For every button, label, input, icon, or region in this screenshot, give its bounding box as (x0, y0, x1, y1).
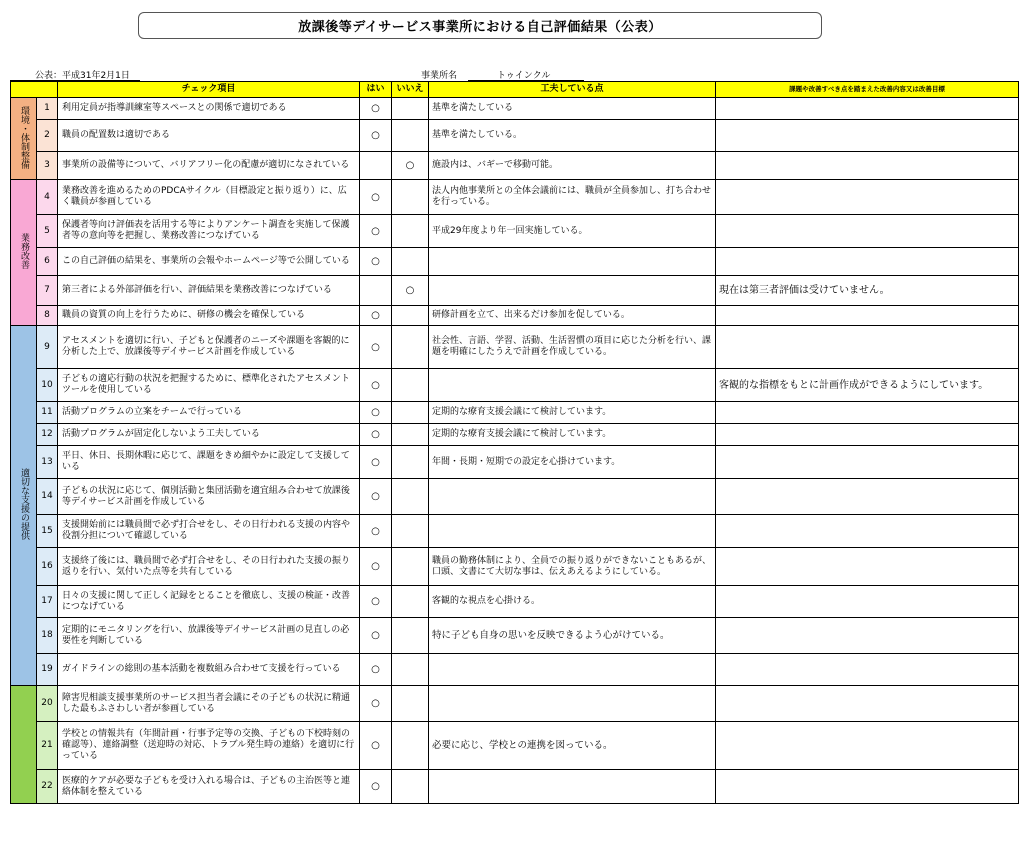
yes-mark: ○ (360, 215, 392, 248)
no-mark (392, 722, 429, 770)
table-row (11, 515, 1019, 548)
effort-note: 年間・長期・短期での設定を心掛けています。 (429, 446, 716, 479)
improvement-note (716, 215, 1019, 248)
yes-mark: ○ (360, 618, 392, 654)
publish-date: 公表：平成31年2月1日 (35, 71, 130, 81)
header-check-item: チェック項目 (58, 82, 360, 98)
improvement-note (716, 180, 1019, 215)
check-item: 平日、休日、長期休暇に応じて、課題をきめ細やかに設定して支援している (58, 446, 360, 479)
yes-mark (360, 276, 392, 306)
effort-note (429, 654, 716, 686)
no-mark (392, 446, 429, 479)
yes-mark (360, 152, 392, 180)
improvement-note: 現在は第三者評価は受けていません。 (716, 276, 1019, 306)
check-item: 利用定員が指導訓練室等スペースとの関係で適切である (58, 98, 360, 120)
no-mark (392, 586, 429, 618)
check-item: 医療的ケアが必要な子どもを受け入れる場合は、子どもの主治医等と連絡体制を整えている (58, 770, 360, 804)
no-mark (392, 120, 429, 152)
check-item: 第三者による外部評価を行い、評価結果を業務改善につなげている (58, 276, 360, 306)
yes-mark: ○ (360, 446, 392, 479)
improvement-note (716, 586, 1019, 618)
category-label: 環境・体制整備 (19, 105, 29, 169)
effort-note: 定期的な療育支援会議にて検討しています。 (429, 402, 716, 424)
effort-note: 研修計画を立て、出来るだけ参加を促している。 (429, 306, 716, 326)
effort-note: 必要に応じ、学校との連携を図っている。 (429, 722, 716, 770)
table-row (11, 770, 1019, 804)
effort-note: 平成29年度より年一回実施している。 (429, 215, 716, 248)
yes-mark: ○ (360, 722, 392, 770)
check-item: 活動プログラムが固定化しないよう工夫している (58, 424, 360, 446)
row-number: 19 (37, 654, 58, 686)
header-yes: はい (360, 82, 392, 98)
effort-note: 職員の勤務体制により、全員での振り返りができないこともあるが、口頭、文書にて大切な事は、伝えあえるようにしている。 (429, 548, 716, 586)
row-number: 2 (37, 120, 58, 152)
row-number: 4 (37, 180, 58, 215)
no-mark (392, 369, 429, 402)
table-row (11, 446, 1019, 479)
table-header-row (11, 82, 1019, 98)
check-item: アセスメントを適切に行い、子どもと保護者のニーズや課題を客観的に分析した上で、放課後等デイサービス計画を作成している (58, 326, 360, 369)
row-number: 18 (37, 618, 58, 654)
effort-note: 社会性、言語、学習、活動、生活習慣の項目に応じた分析を行い、課題を明確にしたうえで計画を作成している。 (429, 326, 716, 369)
header-efforts: 工夫している点 (429, 82, 716, 98)
no-mark (392, 548, 429, 586)
no-mark (392, 618, 429, 654)
yes-mark: ○ (360, 98, 392, 120)
check-item: 保護者等向け評価表を活用する等によりアンケート調査を実施して保護者等の意向等を把握し、業務改善につなげている (58, 215, 360, 248)
yes-mark: ○ (360, 248, 392, 276)
table-row (11, 215, 1019, 248)
check-item: 学校との情報共有（年間計画・行事予定等の交換、子どもの下校時刻の確認等）、連絡調整（送迎時の対応、トラブル発生時の連絡）を適切に行っている (58, 722, 360, 770)
check-item: 事業所の設備等について、バリアフリー化の配慮が適切になされている (58, 152, 360, 180)
no-mark (392, 424, 429, 446)
yes-mark: ○ (360, 548, 392, 586)
yes-mark: ○ (360, 120, 392, 152)
row-number: 14 (37, 479, 58, 515)
row-number: 13 (37, 446, 58, 479)
row-number: 9 (37, 326, 58, 369)
improvement-note (716, 248, 1019, 276)
improvement-note (716, 120, 1019, 152)
table-row (11, 424, 1019, 446)
improvement-note (716, 479, 1019, 515)
check-item: 職員の資質の向上を行うために、研修の機会を確保している (58, 306, 360, 326)
category-cell (11, 686, 37, 804)
yes-mark: ○ (360, 479, 392, 515)
improvement-note (716, 770, 1019, 804)
table-row (11, 248, 1019, 276)
effort-note (429, 276, 716, 306)
improvement-note (716, 722, 1019, 770)
table-row (11, 722, 1019, 770)
table-row (11, 586, 1019, 618)
improvement-note (716, 98, 1019, 120)
improvement-note (716, 654, 1019, 686)
row-number: 6 (37, 248, 58, 276)
row-number: 3 (37, 152, 58, 180)
row-number: 17 (37, 586, 58, 618)
table-row (11, 618, 1019, 654)
table-row (11, 120, 1019, 152)
office-name: トゥインクル (497, 71, 551, 81)
row-number: 20 (37, 686, 58, 722)
header-improvement: 課題や改善すべき点を踏まえた改善内容又は改善目標 (716, 82, 1019, 98)
no-mark (392, 98, 429, 120)
row-number: 5 (37, 215, 58, 248)
yes-mark: ○ (360, 515, 392, 548)
improvement-note (716, 446, 1019, 479)
effort-note (429, 770, 716, 804)
effort-note: 施設内は、バギーで移動可能。 (429, 152, 716, 180)
no-mark (392, 479, 429, 515)
no-mark (392, 402, 429, 424)
no-mark (392, 515, 429, 548)
check-item: 障害児相談支援事業所のサービス担当者会議にその子どもの状況に精通した最もふさわしい者が参画している (58, 686, 360, 722)
check-item: 支援終了後には、職員間で必ず打合せをし、その日行われた支援の振り返りを行い、気付いた点等を共有している (58, 548, 360, 586)
table-row (11, 402, 1019, 424)
check-item: 日々の支援に関して正しく記録をとることを徹底し、支援の検証・改善につなげている (58, 586, 360, 618)
table-row (11, 306, 1019, 326)
improvement-note (716, 618, 1019, 654)
check-item: 支援開始前には職員間で必ず打合せをし、その日行われる支援の内容や役割分担について確認している (58, 515, 360, 548)
check-item: ガイドラインの総則の基本活動を複数組み合わせて支援を行っている (58, 654, 360, 686)
improvement-note: 客観的な指標をもとに計画作成ができるようにしています。 (716, 369, 1019, 402)
row-number: 7 (37, 276, 58, 306)
evaluation-table (10, 81, 1019, 804)
yes-mark: ○ (360, 326, 392, 369)
row-number: 1 (37, 98, 58, 120)
row-number: 21 (37, 722, 58, 770)
improvement-note (716, 424, 1019, 446)
category-cell (11, 98, 37, 180)
no-mark (392, 180, 429, 215)
improvement-note (716, 306, 1019, 326)
table-row (11, 654, 1019, 686)
yes-mark: ○ (360, 654, 392, 686)
effort-note: 基準を満たしている (429, 98, 716, 120)
yes-mark: ○ (360, 402, 392, 424)
page-title: 放課後等デイサービス事業所における自己評価結果（公表） (138, 12, 822, 39)
effort-note: 客観的な視点を心掛ける。 (429, 586, 716, 618)
office-label: 事業所名 (421, 71, 458, 81)
improvement-note (716, 515, 1019, 548)
yes-mark: ○ (360, 686, 392, 722)
check-item: 定期的にモニタリングを行い、放課後等デイサービス計画の見直しの必要性を判断している (58, 618, 360, 654)
effort-note: 定期的な療育支援会議にて検討しています。 (429, 424, 716, 446)
row-number: 8 (37, 306, 58, 326)
check-item: 子どもの状況に応じて、個別活動と集団活動を適宜組み合わせて放課後等デイサービス計画を作成している (58, 479, 360, 515)
check-item: 業務改善を進めるためのPDCAサイクル（目標設定と振り返り）に、広く職員が参画している (58, 180, 360, 215)
table-row (11, 326, 1019, 369)
no-mark: ○ (392, 276, 429, 306)
effort-note: 特に子ども自身の思いを反映できるよう心がけている。 (429, 618, 716, 654)
check-item: 子どもの適応行動の状況を把握するために、標準化されたアセスメントツールを使用している (58, 369, 360, 402)
table-row (11, 686, 1019, 722)
table-row (11, 152, 1019, 180)
check-item: この自己評価の結果を、事業所の会報やホームページ等で公開している (58, 248, 360, 276)
header-blank (11, 82, 58, 98)
effort-note (429, 369, 716, 402)
category-cell (11, 326, 37, 686)
table-row (11, 548, 1019, 586)
yes-mark: ○ (360, 306, 392, 326)
table-row (11, 180, 1019, 215)
row-number: 11 (37, 402, 58, 424)
table-row (11, 98, 1019, 120)
row-number: 12 (37, 424, 58, 446)
effort-note (429, 686, 716, 722)
table-body (11, 98, 1019, 804)
no-mark (392, 770, 429, 804)
effort-note (429, 248, 716, 276)
row-number: 16 (37, 548, 58, 586)
yes-mark: ○ (360, 770, 392, 804)
table-row (11, 369, 1019, 402)
table-row (11, 479, 1019, 515)
no-mark (392, 306, 429, 326)
check-item: 活動プログラムの立案をチームで行っている (58, 402, 360, 424)
category-label: 業務改善 (19, 233, 29, 269)
effort-note: 基準を満たしている。 (429, 120, 716, 152)
improvement-note (716, 686, 1019, 722)
yes-mark: ○ (360, 586, 392, 618)
check-item: 職員の配置数は適切である (58, 120, 360, 152)
no-mark (392, 215, 429, 248)
effort-note: 法人内他事業所との全体会議前には、職員が全員参加し、打ち合わせを行っている。 (429, 180, 716, 215)
effort-note (429, 479, 716, 515)
improvement-note (716, 548, 1019, 586)
row-number: 22 (37, 770, 58, 804)
row-number: 10 (37, 369, 58, 402)
no-mark (392, 326, 429, 369)
yes-mark: ○ (360, 424, 392, 446)
effort-note (429, 515, 716, 548)
category-label: 適切な支援の提供 (19, 468, 29, 540)
no-mark (392, 686, 429, 722)
table-row (11, 276, 1019, 306)
improvement-note (716, 152, 1019, 180)
yes-mark: ○ (360, 180, 392, 215)
yes-mark: ○ (360, 369, 392, 402)
improvement-note (716, 402, 1019, 424)
no-mark: ○ (392, 152, 429, 180)
header-no: いいえ (392, 82, 429, 98)
row-number: 15 (37, 515, 58, 548)
no-mark (392, 654, 429, 686)
improvement-note (716, 326, 1019, 369)
category-cell (11, 180, 37, 326)
no-mark (392, 248, 429, 276)
